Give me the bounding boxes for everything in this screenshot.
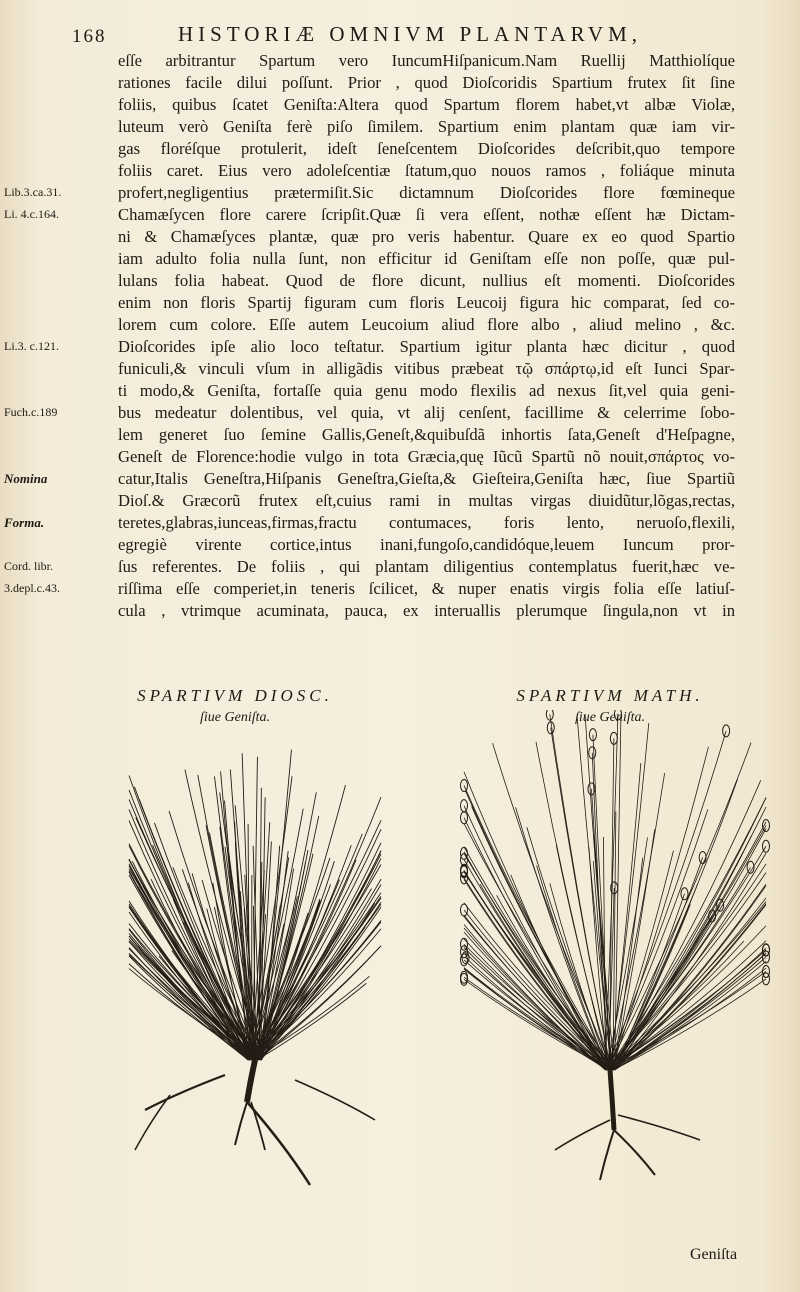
plant-root xyxy=(295,1080,375,1120)
margin-note: Cord. libr. xyxy=(4,559,54,573)
flower-bud xyxy=(763,973,770,985)
margin-note: Forma. xyxy=(4,515,45,530)
spartium-dioscoridis-illustration xyxy=(125,730,385,1190)
broom-stem xyxy=(615,718,621,1070)
figure-title-right: SPARTIVM MATH. xyxy=(516,686,704,705)
text-line: enim non floris Spartij figuram cum floris Leucoij figura hic comparat, ſed co- xyxy=(118,293,735,312)
plant-root xyxy=(614,1130,655,1175)
text-line: teretes,glabras,iunceas,firmas,fractu contumaces, foris lento, neruoſo,flexili, xyxy=(118,513,735,532)
text-line: lorem cum colore. Eſſe autem Leucoium aliud flore albo , aliud melino , &c. xyxy=(118,315,735,334)
text-line: catur,Italis Geneſtra,Hiſpanis Geneſtra,Gieſta,& Gieſteira,Geniſta hæc, ſiue Spartiũ xyxy=(118,469,735,488)
figure-subtitle-left: ſiue Geniſta. xyxy=(200,710,270,725)
margin-note: 3.depl.c.43. xyxy=(4,581,60,595)
text-line: ni & Chamæſyces plantæ, quæ pro veris habentur. Quare ex eo quod Spartio xyxy=(118,227,735,246)
plant-root xyxy=(145,1075,225,1110)
text-line: lem generet ſuo ſemine Gallis,Geneſt,&quibuſdã inhortis ſata,Geneſt d'Heſpagne, xyxy=(118,425,735,444)
text-line: eſſe arbitrantur Spartum vero IuncumHiſpanicum.Nam Ruellij Matthiolíque xyxy=(118,51,735,70)
catchword: Geniſta xyxy=(690,1246,738,1263)
spartium-matthioli-illustration xyxy=(460,710,770,1200)
text-line: egregiè virente cortice,intus inani,fungoſo,candidóque,leuem Iuncum pror- xyxy=(118,535,735,554)
plant-root xyxy=(235,1102,247,1145)
plant-trunk xyxy=(610,1070,614,1130)
figure-title-left: SPARTIVM DIOSC. xyxy=(137,686,333,705)
text-line: bus medeatur dolentibus, vel quia, vt alij cenſent, facillime & celerrime ſobo- xyxy=(118,403,735,422)
text-line: iam adulto folia nulla ſunt, non efficitur id Geniſtam eſſe non poſſe, quæ pul- xyxy=(118,249,735,268)
margin-note: Fuch.c.189 xyxy=(4,405,58,419)
text-line: ſus referentes. De foliis , qui plantam diligentius contemplatus fuerit,hæc ve- xyxy=(118,557,735,576)
text-line: cula , vtrimque acuminata, pauca, ex interuallis plerumque ſingula,non vt in xyxy=(118,601,735,620)
running-head: HISTORIÆ OMNIVM PLANTARVM, xyxy=(178,22,643,46)
text-line: Chamæſycen flore carere ſcripſit.Quæ ſi vera eſſent, nothæ eſſent hæ Dictam- xyxy=(118,205,735,224)
folio-number: 168 xyxy=(72,26,107,47)
broom-stem xyxy=(593,735,611,1070)
text-line: riſſima eſſe comperiet,in teneris ſcilicet, & nuper enatis virgis folia eſſe latiuſ- xyxy=(118,579,735,598)
plant-trunk xyxy=(247,1060,255,1102)
broom-stem xyxy=(550,714,611,1070)
margin-note: Nomina xyxy=(4,471,48,486)
text-line: gas floréſque protulerit, ideſt ſeneſcentem Dioſcorides deſcribit,quo tempore xyxy=(118,139,735,158)
margin-note: Li. 4.c.164. xyxy=(4,207,59,221)
plant-root xyxy=(555,1120,610,1150)
margin-note: Lib.3.ca.31. xyxy=(4,185,62,199)
text-line: lulans folia habeat. Quod de flore dicunt, nullius eſt momenti. Dioſcorides xyxy=(118,271,735,290)
plant-root xyxy=(135,1095,170,1150)
figure-caption-left xyxy=(110,686,360,726)
text-line: foliis caret. Eius vero adoleſcentiæ ſtatum,quo nouos ramos , foliáque minuta xyxy=(118,161,735,180)
plant-root xyxy=(251,1102,265,1150)
text-line: funiculi,& vinculi vſum in alligãdis vitibus præbeat τῷ σπάρτῳ,id eſt Iunci Spar- xyxy=(118,359,735,378)
text-line: profert,negligentius prætermiſit.Sic dictamnum Dioſcorides flore fœmineque xyxy=(118,183,735,202)
plant-root xyxy=(247,1102,310,1185)
flower-bud xyxy=(763,819,770,831)
text-line: ti modo,& Geniſta, fortaſſe quia genu modo flexilis ad nexus ſit,vel quia geni- xyxy=(118,381,735,400)
broom-stem xyxy=(613,948,766,1070)
text-line: Geneſt de Florence:hodie vulgo in tota Græcia,quę Iũcũ Spartũ nõ nouit,σπάρτος vo- xyxy=(118,447,735,466)
flower-bud xyxy=(763,965,770,977)
text-line: luteum verò Geniſta ferè piſo ſimilem. Spartium enim plantam quæ iam vir- xyxy=(118,117,735,136)
body-text xyxy=(118,50,735,622)
figure-subtitle-right: ſiue Geniſta. xyxy=(575,710,645,725)
text-line: rationes facile dilui poſſunt. Prior , quod Dioſcoridis Spartium frutex ſit ſine xyxy=(118,73,735,92)
flower-bud xyxy=(461,812,468,824)
text-line: foliis, quibus ſcatet Geniſta:Altera quod Spartum florem habet,vt albæ Violæ, xyxy=(118,95,735,114)
margin-note: Li.3. c.121. xyxy=(4,339,59,353)
text-line: Dioſcorides ipſe alio loco teſtatur. Spartium igitur planta hæc dicitur , quod xyxy=(118,337,735,356)
plant-root xyxy=(618,1115,700,1140)
flower-bud xyxy=(461,800,468,812)
plant-root xyxy=(600,1130,614,1180)
text-line: Dioſ.& Græcorũ frutex eſt,cuius rami in multas virgas diuidũtur,lõgas,rectas, xyxy=(118,491,735,510)
